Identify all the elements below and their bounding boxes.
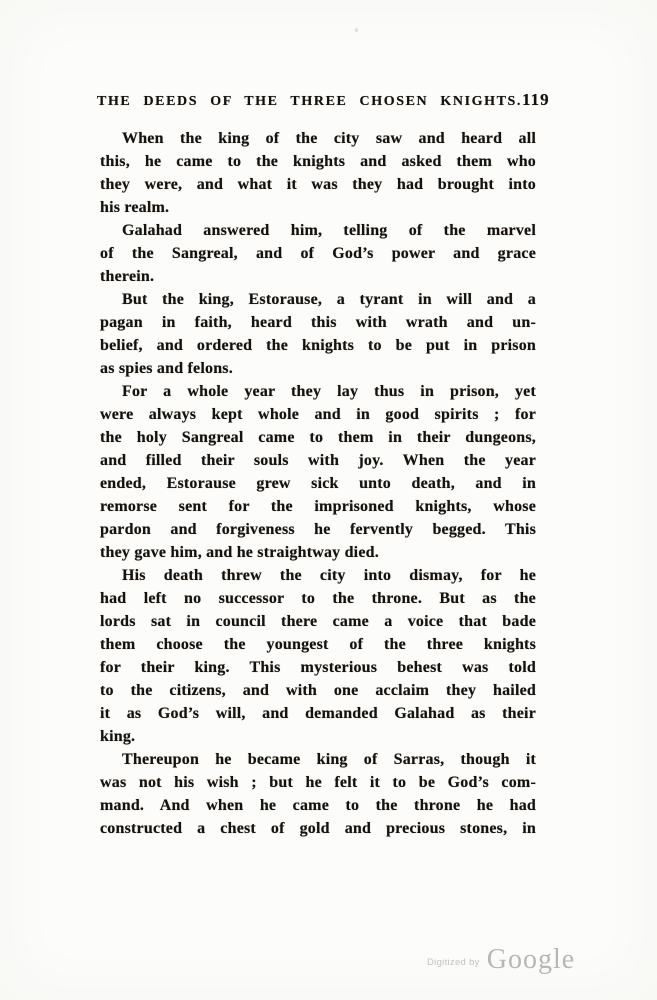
text-line: belief, and ordered the knights to be put in prison <box>100 337 536 354</box>
paragraph <box>100 380 536 564</box>
text-line: they were, and what it was they had brought into <box>100 176 536 193</box>
text-line: Thereupon he became king of Sarras, though it <box>122 751 536 768</box>
text-line: ended, Estorause grew sick unto death, and in <box>100 475 536 492</box>
text-line: for their king. This mysterious behest was told <box>100 659 536 676</box>
text-line: his realm. <box>100 199 170 216</box>
text-line: constructed a chest of gold and precious stones, in <box>100 820 536 837</box>
text-line: as spies and felons. <box>100 360 233 377</box>
text-line: this, he came to the knights and asked them who <box>100 153 536 170</box>
paragraph <box>100 127 536 219</box>
text-line: When the king of the city saw and heard all <box>122 130 536 147</box>
text-line: For a whole year they lay thus in prison, yet <box>122 383 536 400</box>
text-line: had left no successor to the throne. But as the <box>100 590 536 607</box>
text-line: was not his wish ; but he felt it to be God’s com- <box>100 774 536 791</box>
paragraph <box>100 564 536 748</box>
running-head-title: THE DEEDS OF THE THREE CHOSEN KNIGHTS. <box>97 94 523 109</box>
google-logo: Google <box>486 944 576 975</box>
text-line: king. <box>100 728 136 745</box>
text-line: lords sat in council there came a voice that bade <box>100 613 536 630</box>
text-line: were always kept whole and in good spirits ; for <box>100 406 536 423</box>
scan-artifact-dot <box>355 28 358 32</box>
paragraph <box>100 219 536 288</box>
text-line: remorse sent for the imprisoned knights, whose <box>100 498 536 515</box>
page-number: 119 <box>522 90 550 109</box>
text-line: it as God’s will, and demanded Galahad as their <box>100 705 536 722</box>
text-line: and filled their souls with joy. When the year <box>100 452 536 469</box>
text-line: pardon and forgiveness he fervently begged. This <box>100 521 536 538</box>
running-head <box>97 90 550 110</box>
text-line: pagan in faith, heard this with wrath and un- <box>100 314 536 331</box>
page-text-block <box>100 127 536 840</box>
text-line: them choose the youngest of the three knights <box>100 636 536 653</box>
text-line: they gave him, and he straightway died. <box>100 544 379 561</box>
digitized-by-google-watermark <box>427 944 575 976</box>
text-line: But the king, Estorause, a tyrant in will and a <box>122 291 536 308</box>
paragraph <box>100 748 536 840</box>
text-line: His death threw the city into dismay, for he <box>122 567 536 584</box>
text-line: mand. And when he came to the throne he had <box>100 797 536 814</box>
text-line: the holy Sangreal came to them in their dungeons, <box>100 429 536 446</box>
text-line: of the Sangreal, and of God’s power and grace <box>100 245 536 262</box>
text-line: Galahad answered him, telling of the marvel <box>122 222 536 239</box>
text-line: therein. <box>100 268 155 285</box>
paragraph <box>100 288 536 380</box>
digitized-by-label: Digitized by <box>427 957 480 968</box>
text-line: to the citizens, and with one acclaim they hailed <box>100 682 536 699</box>
